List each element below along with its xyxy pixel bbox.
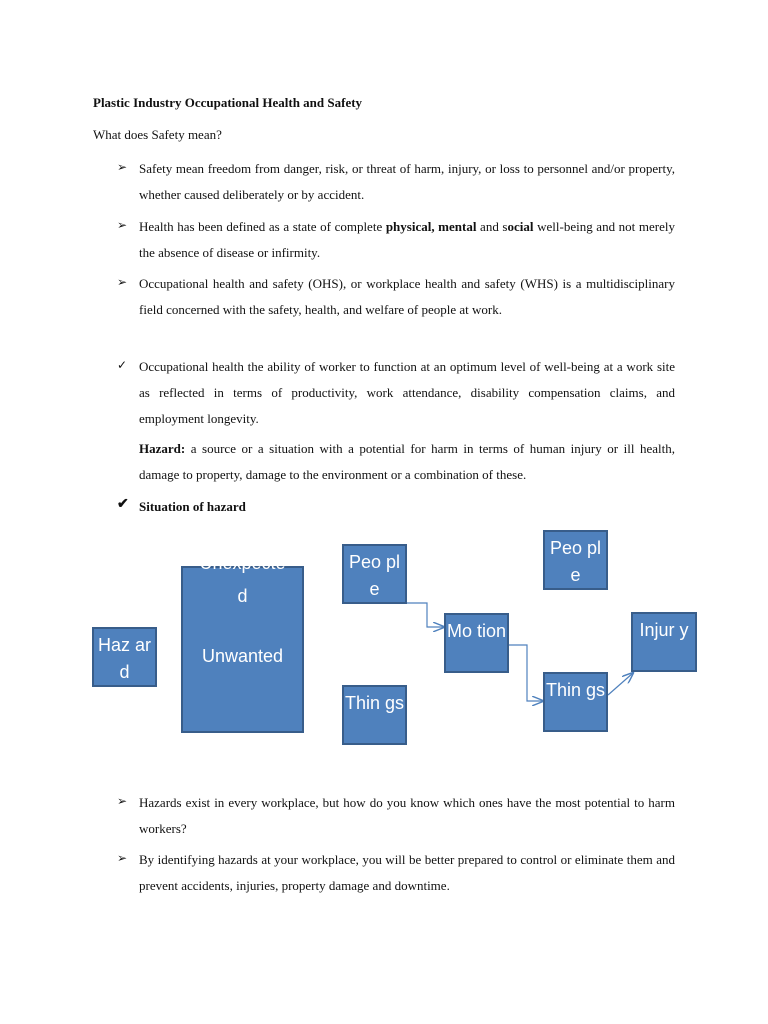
bullet-text: Occupational health the ability of worker to function at an optimum level of well-being at a work site as reflected in terms of productivity, work attendance, disability compensation claims, and employment longevity. [139,359,675,426]
bullet-text: Safety mean freedom from danger, risk, or threat of harm, injury, or loss to personnel and/or property, whether caused deliberately or by accident. [139,161,675,202]
bullet-text-part: Health has been defined as a state of complete [139,219,386,234]
bold-term: ocial [507,219,534,234]
box-label: Thin gs [545,680,606,700]
injury-box [631,612,697,672]
unexpected-unwanted-box [181,553,304,733]
bold-term: physical, mental [385,219,477,234]
box-label: Injur y [639,620,689,640]
box-label: Peo ple [348,552,401,599]
bullet-text: Occupational health and safety (OHS), or workplace health and safety (WHS) is a multidisciplinary field concerned with the safety, health, and welfare of people at work. [139,276,675,317]
things-box [342,685,407,745]
bullet-text-part: well-being and not merely the absence of disease or infirmity. [139,219,675,260]
people-box-secondary [543,530,608,590]
people-box [342,544,407,604]
box-label: Unwanted [201,646,284,666]
situation-label: Situation of hazard [139,499,246,514]
hazard-text: a source or a situation with a potential for harm in terms of human injury or ill health, damage to property, damage to the environment or a combination of these. [139,441,675,482]
question-heading: What does Safety mean? [93,127,222,142]
connector-people-to-motion [407,603,444,627]
bullet-text-part: and s [476,219,508,234]
motion-box [444,613,509,673]
arrow-bullet-icon: ➢ [117,794,128,808]
box-label: Peo ple [549,538,602,585]
things-box-secondary [543,672,608,732]
arrow-bullet-icon: ➢ [117,218,128,232]
hazard-definition [139,436,675,488]
hazard-box [92,627,157,687]
bullet-text: Hazards exist in every workplace, but how do you know which ones have the most potential to harm workers? [139,795,675,836]
box-label: Haz ard [97,635,151,682]
hazard-flow-diagram [0,525,768,765]
hazard-label: Hazard: [139,441,186,456]
connector-things-to-injury [608,673,633,695]
document-title: Plastic Industry Occupational Health and Safety [93,95,363,110]
box-label: Thin gs [344,693,405,713]
checkmark-icon: ✓ [117,358,128,372]
box-label: Mo tion [446,621,507,641]
arrow-bullet-icon: ➢ [117,851,128,865]
arrow-bullet-icon: ➢ [117,160,128,174]
box-label: d [237,586,248,606]
bullet-text [139,214,675,266]
arrow-bullet-icon: ➢ [117,275,128,289]
checkmark-icon: ✔ [117,497,129,512]
box-label: Unexpecte [199,553,286,573]
connector-motion-to-things [509,645,543,701]
bullet-text: By identifying hazards at your workplace, you will be better prepared to control or eliminate them and prevent accidents, injuries, property damage and downtime. [139,852,675,893]
